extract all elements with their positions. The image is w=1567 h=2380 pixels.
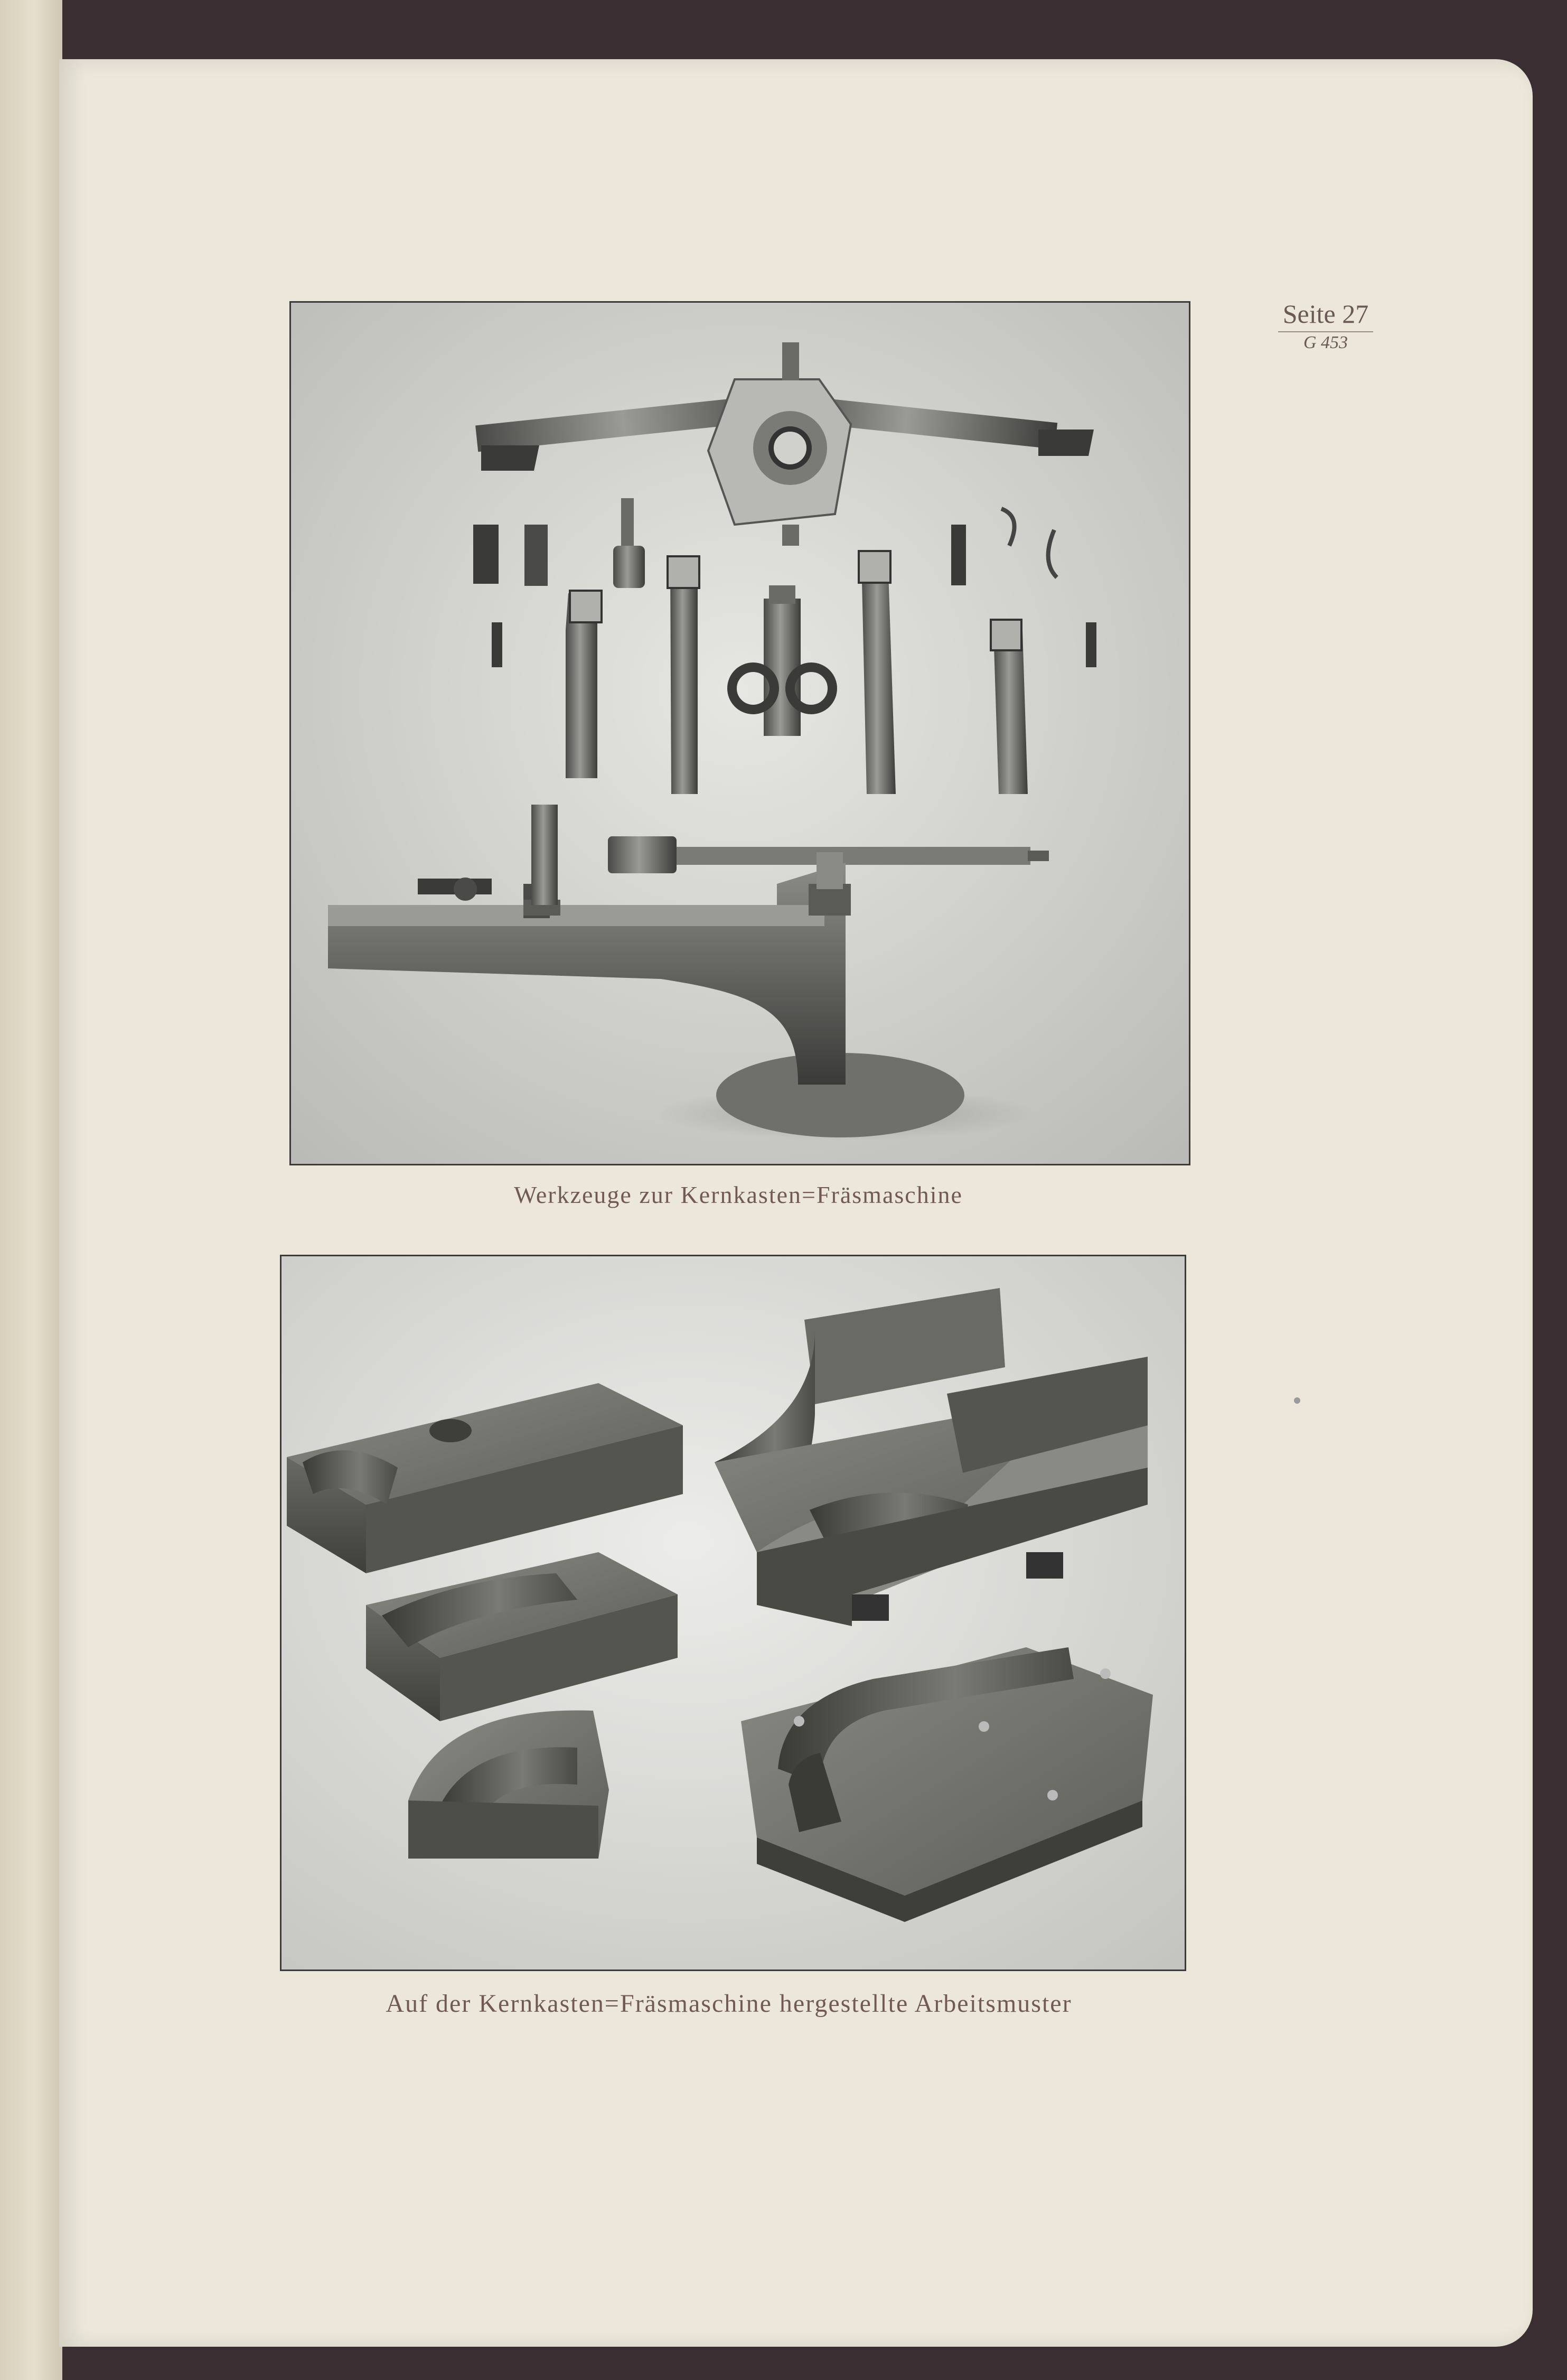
catalog-code: G 453: [1303, 333, 1348, 352]
book-gutter: [0, 0, 62, 2380]
figure-caption-work-samples: Auf der Kernkasten=Fräsmaschine hergestellte Arbeitsmuster: [386, 1990, 1072, 2018]
tools-photo: [289, 301, 1190, 1165]
work-samples-photo: [280, 1255, 1186, 1971]
page-number: Seite 27: [1278, 298, 1373, 332]
paper-speck: [1294, 1397, 1300, 1404]
figure-caption-tools: Werkzeuge zur Kernkasten=Fräsmaschine: [514, 1181, 963, 1208]
